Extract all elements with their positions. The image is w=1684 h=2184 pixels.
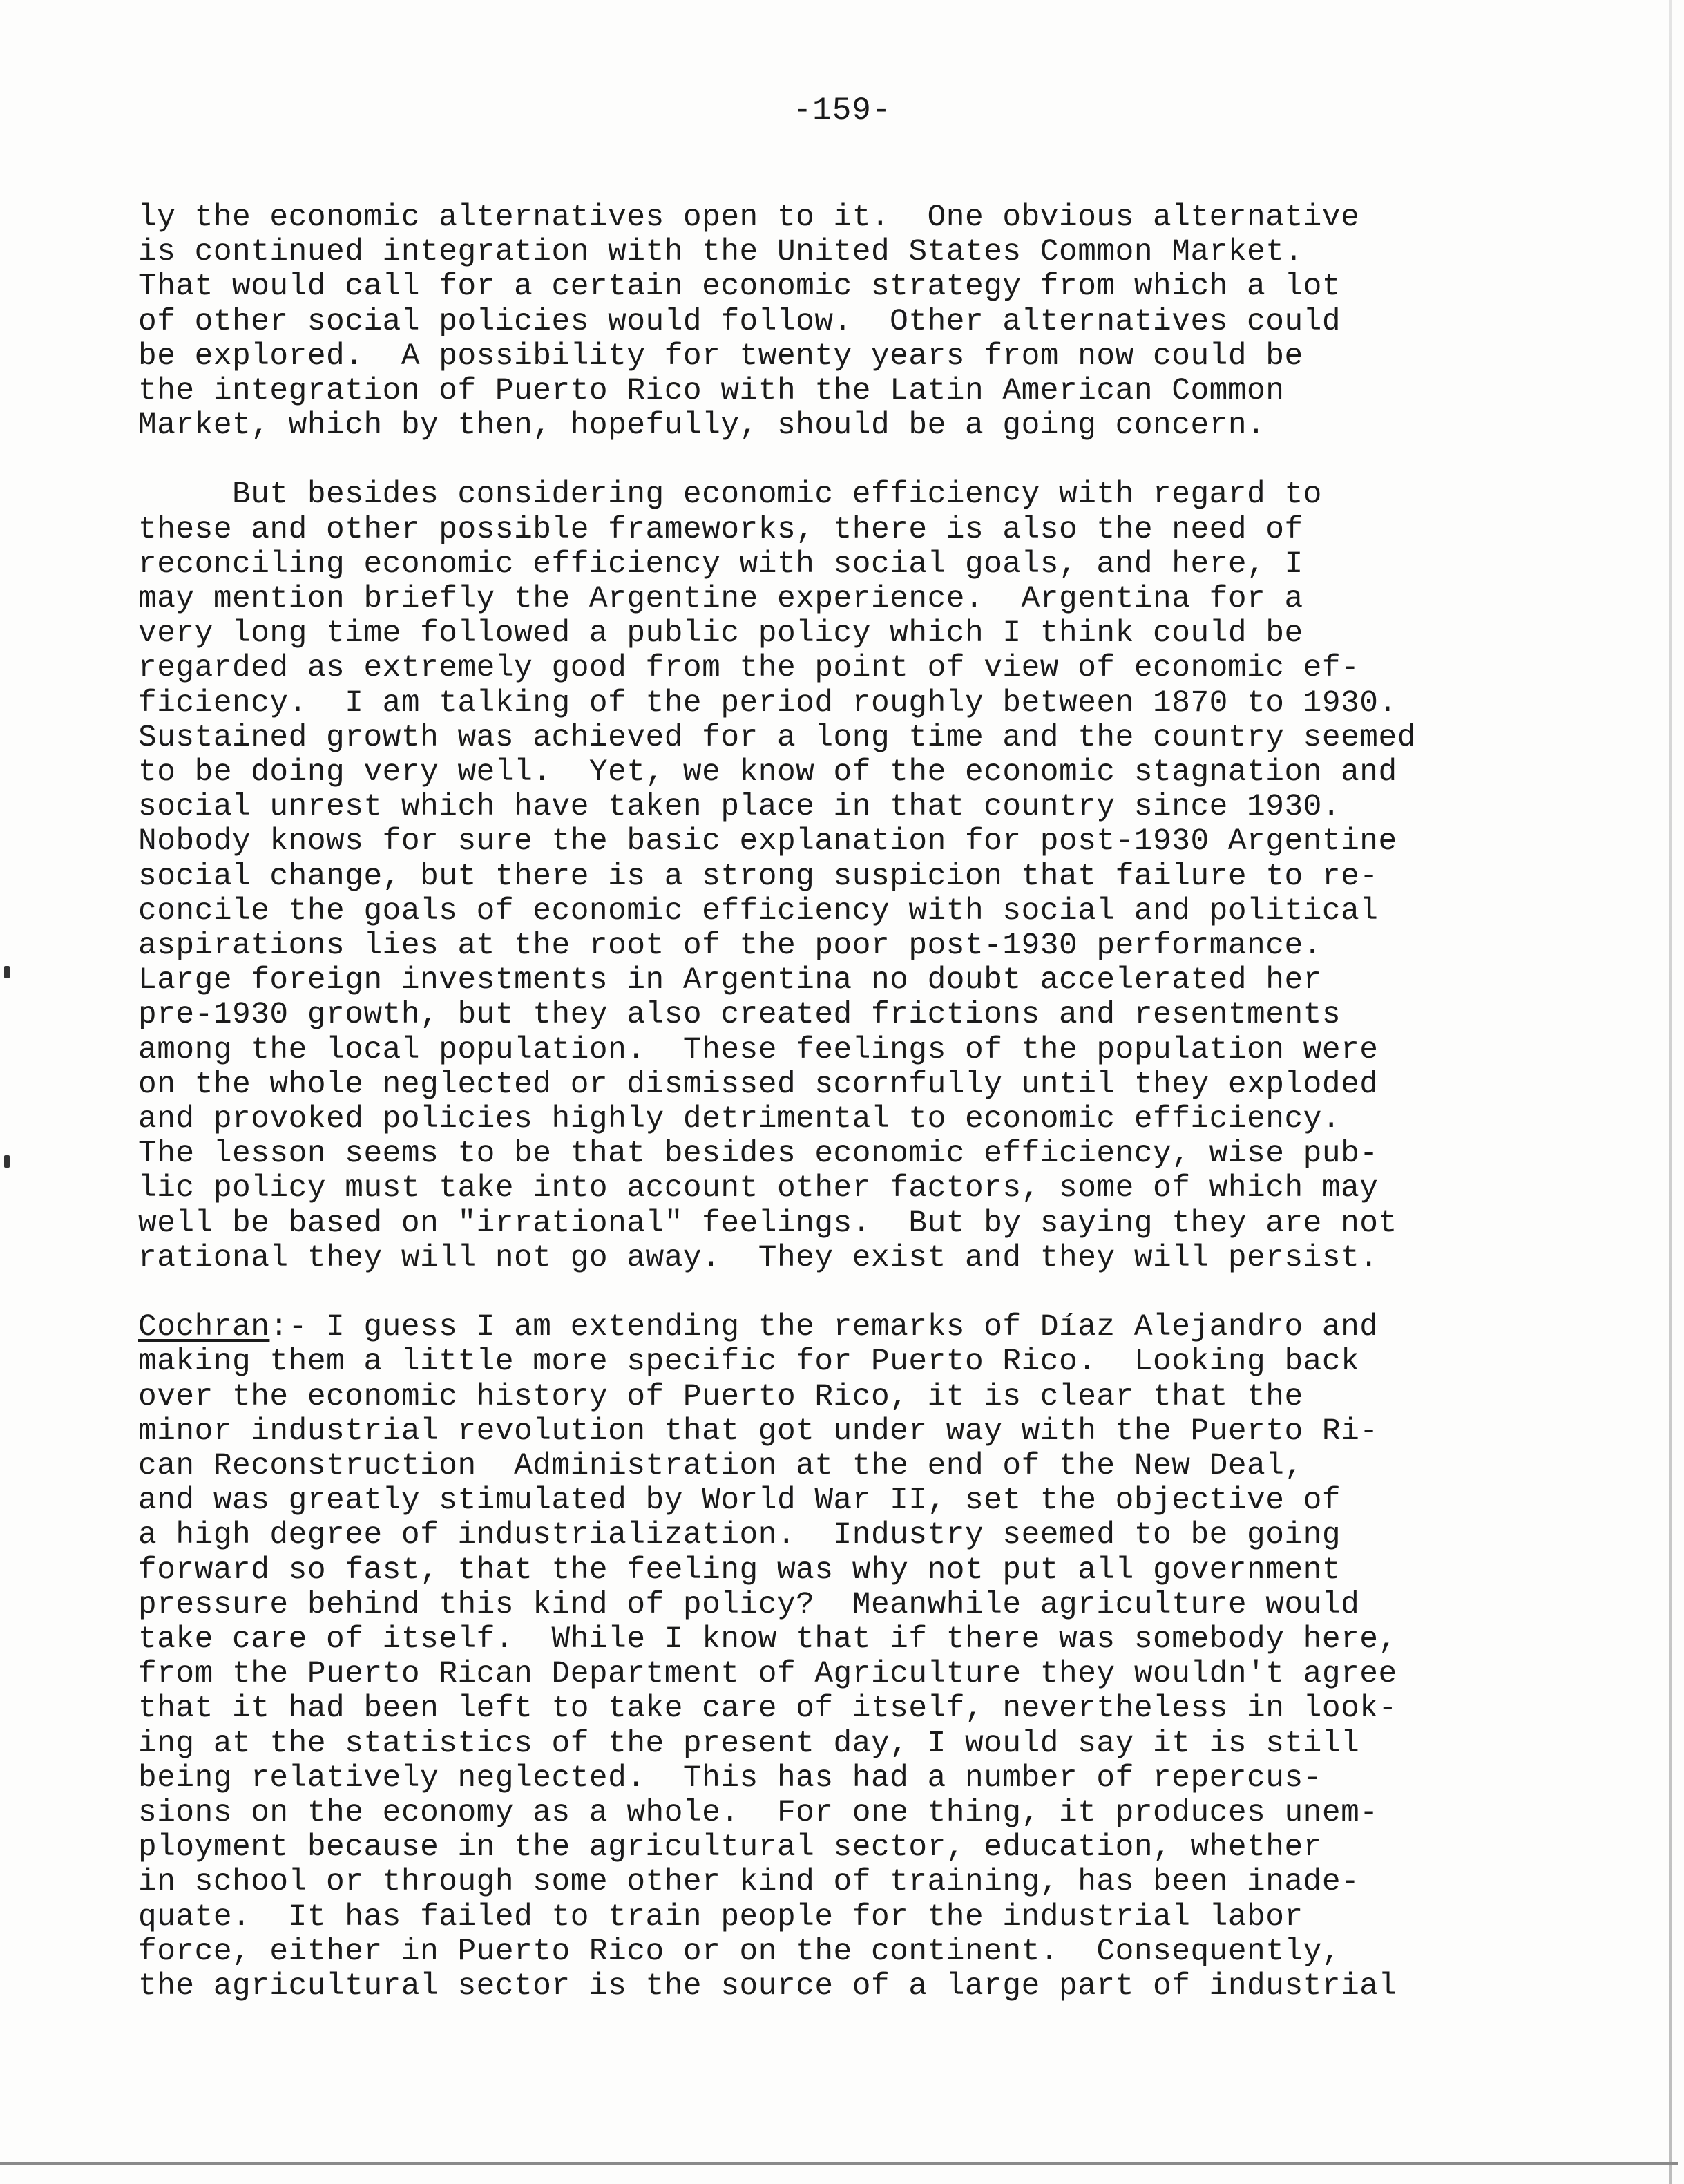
text-line: among the local population. These feelings of the population were [138, 1032, 1379, 1067]
text-line: over the economic history of Puerto Rico, it is clear that the [138, 1379, 1303, 1414]
text-line: well be based on "irrational" feelings. But by saying they are not [138, 1206, 1397, 1241]
scan-margin-mark [4, 1155, 10, 1168]
text-line: Nobody knows for sure the basic explanation for post-1930 Argentine [138, 824, 1397, 860]
text-line: that it had been left to take care of itself, nevertheless in look- [138, 1691, 1397, 1727]
text-line: ly the economic alternatives open to it. One obvious alternative [138, 200, 1360, 235]
text-line: these and other possible frameworks, there is also the need of [138, 512, 1303, 547]
text-line: social change, but there is a strong suspicion that failure to re- [138, 859, 1379, 894]
text-line: and provoked policies highly detrimental to economic efficiency. [138, 1102, 1341, 1137]
text-line: may mention briefly the Argentine experience. Argentina for a [138, 582, 1303, 617]
paragraph-cochran-remarks [138, 1310, 1561, 2004]
page-edge-shadow [1669, 0, 1672, 2184]
text-line: being relatively neglected. This has had a number of repercus- [138, 1760, 1322, 1796]
scan-margin-mark [4, 966, 10, 978]
text-line: forward so fast, that the feeling was why not put all government [138, 1552, 1341, 1588]
text-line: The lesson seems to be that besides economic efficiency, wise pub- [138, 1137, 1379, 1172]
text-line: pre-1930 growth, but they also created frictions and resentments [138, 998, 1341, 1033]
text-line: can Reconstruction Administration at the end of the New Deal, [138, 1448, 1303, 1483]
page-bottom-edge [0, 2162, 1678, 2165]
text-line: regarded as extremely good from the point of view of economic ef- [138, 651, 1360, 686]
text-line: Large foreign investments in Argentina no doubt accelerated her [138, 963, 1322, 998]
text-line: reconciling economic efficiency with social goals, and here, I [138, 547, 1303, 582]
text-line: force, either in Puerto Rico or on the continent. Consequently, [138, 1934, 1341, 1969]
text-line: That would call for a certain economic strategy from which a lot [138, 269, 1341, 305]
text-line-speaker [138, 1310, 1561, 1345]
paragraph-economic-alternatives [138, 200, 1561, 443]
text-line: minor industrial revolution that got under way with the Puerto Ri- [138, 1414, 1379, 1449]
text-line: concile the goals of economic efficiency with social and political [138, 893, 1379, 929]
text-line: take care of itself. While I know that if there was somebody here, [138, 1622, 1397, 1657]
text-line: in school or through some other kind of training, has been inade- [138, 1865, 1360, 1900]
text-line: on the whole neglected or dismissed scornfully until they exploded [138, 1067, 1379, 1102]
text-line: quate. It has failed to train people for the industrial labor [138, 1899, 1303, 1935]
document-body [138, 200, 1561, 2004]
text-line: the agricultural sector is the source of a large part of industrial [138, 1968, 1397, 2004]
text-line: of other social policies would follow. Other alternatives could [138, 304, 1341, 339]
text-line: rational they will not go away. They exist and they will persist. [138, 1240, 1379, 1275]
text-line: very long time followed a public policy which I think could be [138, 616, 1303, 652]
text-line: ployment because in the agricultural sector, education, whether [138, 1830, 1322, 1865]
text-line: sions on the economy as a whole. For one thing, it produces unem- [138, 1795, 1379, 1830]
text-line: the integration of Puerto Rico with the Latin American Common [138, 374, 1285, 409]
text-line: to be doing very well. Yet, we know of the economic stagnation and [138, 755, 1397, 790]
paragraph-argentine-experience [138, 477, 1561, 1275]
page-number: -159- [792, 93, 892, 129]
text-line: ficiency. I am talking of the period roughly between 1870 to 1930. [138, 685, 1397, 721]
text-line: is continued integration with the United States Common Market. [138, 235, 1303, 270]
text-line: making them a little more specific for Puerto Rico. Looking back [138, 1345, 1360, 1380]
text-line: Market, which by then, hopefully, should be a going concern. [138, 408, 1266, 444]
text-line: pressure behind this kind of policy? Meanwhile agriculture would [138, 1587, 1360, 1622]
text-line: social unrest which have taken place in that country since 1930. [138, 790, 1341, 825]
speaker-name: Cochran [138, 1310, 270, 1345]
text-line: ing at the statistics of the present day, I would say it is still [138, 1726, 1360, 1761]
text-line: lic policy must take into account other factors, some of which may [138, 1171, 1379, 1206]
speaker-first-line: :- I guess I am extending the remarks of Díaz Alejandro and [269, 1310, 1379, 1345]
text-line: be explored. A possibility for twenty years from now could be [138, 339, 1303, 374]
text-line: a high degree of industrialization. Industry seemed to be going [138, 1518, 1341, 1553]
text-line: from the Puerto Rican Department of Agriculture they wouldn't agree [138, 1657, 1397, 1692]
text-line: Sustained growth was achieved for a long time and the country seemed [138, 720, 1416, 755]
text-line: and was greatly stimulated by World War II, set the objective of [138, 1483, 1341, 1519]
text-line: But besides considering economic efficiency with regard to [138, 477, 1322, 513]
text-line: aspirations lies at the root of the poor post-1930 performance. [138, 929, 1322, 964]
